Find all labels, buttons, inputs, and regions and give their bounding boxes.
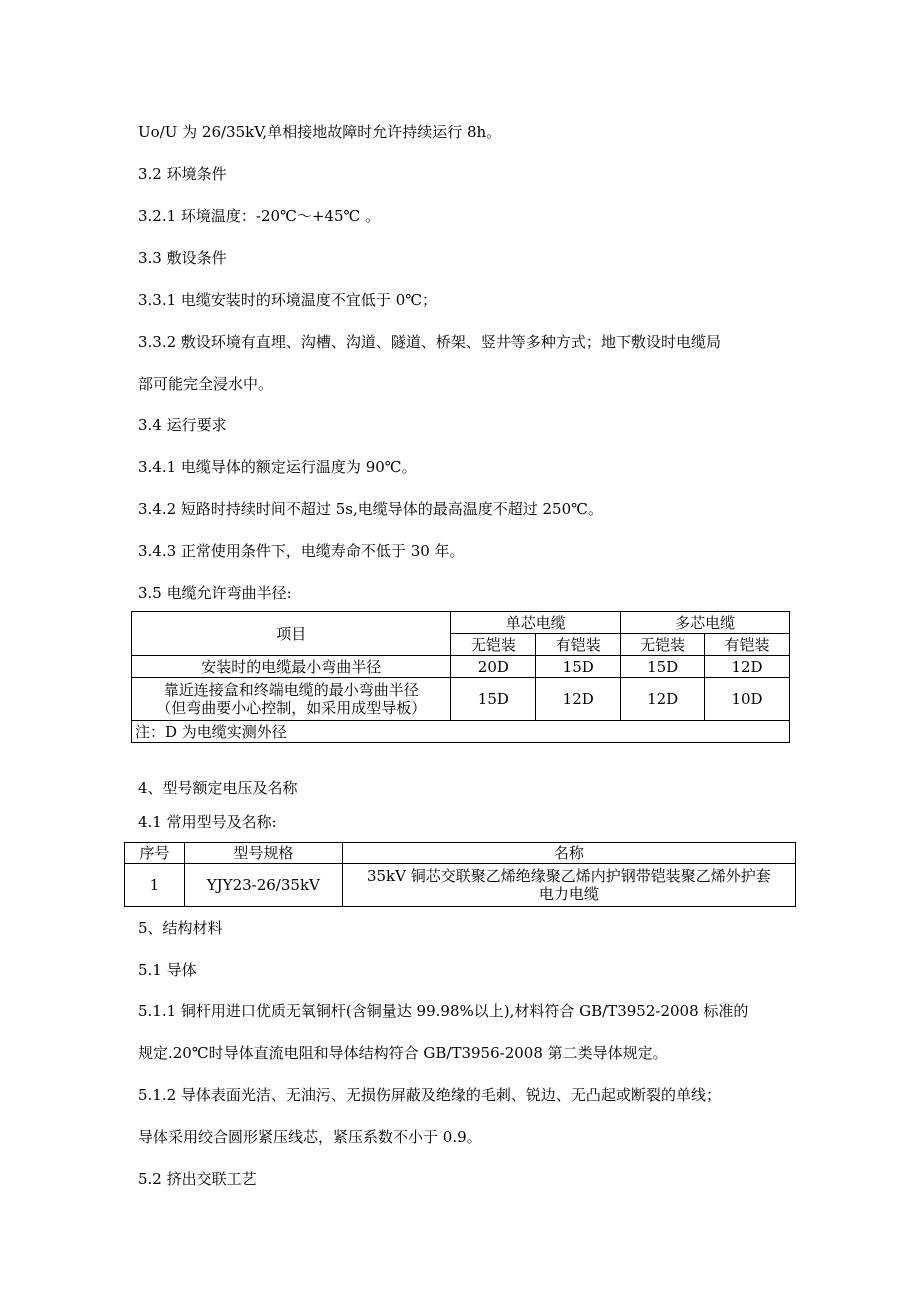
- paragraph-5-1-1: 5.1.1 铜杆用进口优质无氧铜杆(含铜量达 99.98%以上),材料符合 GB/T3952-2008 标准的: [138, 1002, 749, 1020]
- paragraph-3-4-3: 3.4.3 正常使用条件下，电缆寿命不低于 30 年。: [138, 542, 465, 560]
- paragraph-5-1-1-cont: 规定.20℃时导体直流电阻和导体结构符合 GB/T3956-2008 第二类导体规定。: [138, 1044, 668, 1062]
- cell-value: 10D: [705, 678, 790, 721]
- paragraph-3-2-1: 3.2.1 环境温度：-20℃～+45℃ 。: [138, 207, 381, 225]
- header-single-core: 单芯电缆: [451, 612, 621, 634]
- row-label-line1: 靠近连接盒和终端电缆的最小弯曲半径: [163, 681, 419, 699]
- paragraph-5-1-2-cont: 导体采用绞合圆形紧压线芯，紧压系数不小于 0.9。: [138, 1128, 482, 1146]
- heading-3-2: 3.2 环境条件: [138, 165, 227, 183]
- cell-value: 12D: [536, 678, 621, 721]
- header-name: 名称: [342, 843, 795, 864]
- paragraph-3-4-1: 3.4.1 电缆导体的额定运行温度为 90℃。: [138, 458, 417, 476]
- paragraph-3-4-2: 3.4.2 短路时持续时间不超过 5s,电缆导体的最高温度不超过 250℃。: [138, 500, 603, 518]
- row-label: 安装时的电缆最小弯曲半径: [132, 656, 451, 678]
- cell-name-line1: 35kV 铜芯交联聚乙烯绝缘聚乙烯内护钢带铠装聚乙烯外护套: [366, 867, 771, 885]
- cell-seq: 1: [125, 864, 185, 907]
- row-label-line2: （但弯曲要小心控制，如采用成型导板）: [156, 699, 427, 717]
- heading-4: 4、型号额定电压及名称: [138, 779, 298, 797]
- heading-4-1: 4.1 常用型号及名称:: [138, 813, 277, 831]
- header-item: 项目: [132, 612, 451, 656]
- table-note: 注：D 为电缆实测外径: [132, 721, 790, 743]
- header-multi-core: 多芯电缆: [621, 612, 790, 634]
- heading-3-4: 3.4 运行要求: [138, 416, 227, 434]
- paragraph-5-1-2: 5.1.2 导体表面光洁、无油污、无损伤屏蔽及绝缘的毛刺、锐边、无凸起或断裂的单线；: [138, 1086, 721, 1104]
- heading-3-5: 3.5 电缆允许弯曲半径:: [138, 584, 292, 602]
- paragraph-voltage: Uo/U 为 26/35kV,单相接地故障时允许持续运行 8h。: [138, 123, 502, 141]
- row-label: [132, 678, 451, 721]
- paragraph-3-3-2-cont: 部可能完全浸水中。: [138, 375, 274, 393]
- header-seq: 序号: [125, 843, 185, 864]
- header-no-armor-single: 无铠装: [451, 634, 536, 656]
- model-table: [124, 842, 796, 907]
- heading-5: 5、结构材料: [138, 919, 223, 937]
- heading-3-3: 3.3 敷设条件: [138, 249, 227, 267]
- cell-value: 12D: [621, 678, 705, 721]
- paragraph-3-3-2: 3.3.2 敷设环境有直埋、沟槽、沟道、隧道、桥架、竖井等多种方式；地下敷设时电缆局: [138, 333, 721, 351]
- cell-model: YJY23-26/35kV: [184, 864, 342, 907]
- table-row: [132, 678, 790, 721]
- cell-value: 15D: [536, 656, 621, 678]
- cell-value: 15D: [451, 678, 536, 721]
- header-model: 型号规格: [184, 843, 342, 864]
- table-row: [132, 656, 790, 678]
- cell-name-line2: 电力电缆: [538, 885, 599, 903]
- header-armor-multi: 有铠装: [705, 634, 790, 656]
- cell-value: 12D: [705, 656, 790, 678]
- paragraph-3-3-1: 3.3.1 电缆安装时的环境温度不宜低于 0℃；: [138, 291, 438, 309]
- cell-name: [342, 864, 795, 907]
- heading-5-1: 5.1 导体: [138, 961, 197, 979]
- cell-value: 20D: [451, 656, 536, 678]
- heading-5-2: 5.2 挤出交联工艺: [138, 1170, 257, 1188]
- table-row: [125, 864, 796, 907]
- header-no-armor-multi: 无铠装: [621, 634, 705, 656]
- cell-value: 15D: [621, 656, 705, 678]
- bending-radius-table: [131, 611, 790, 743]
- header-armor-single: 有铠装: [536, 634, 621, 656]
